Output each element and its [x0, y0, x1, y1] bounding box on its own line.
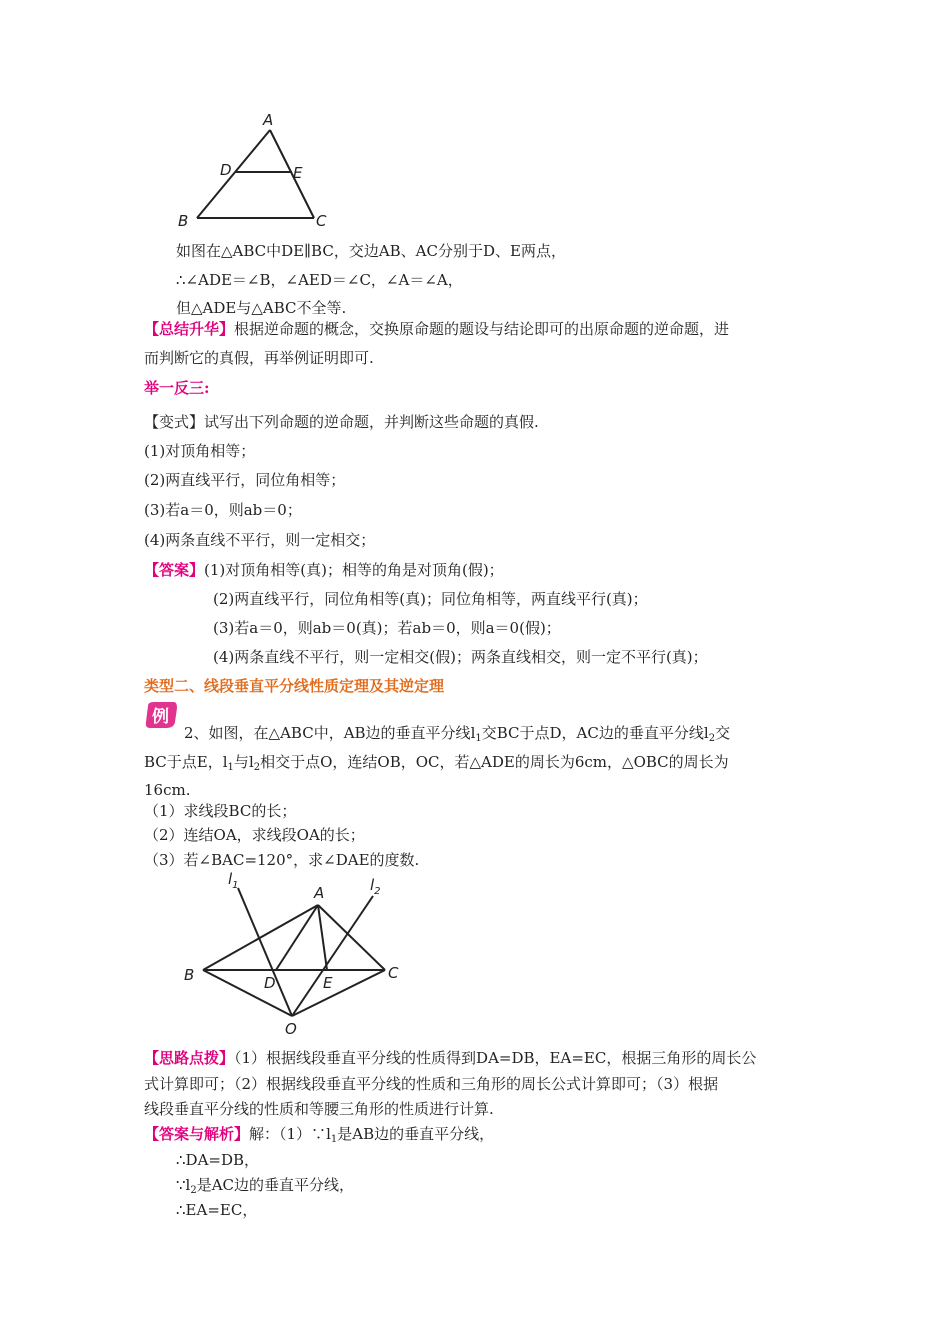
variant-line [144, 412, 539, 432]
example2-text-f: 相交于点O，连结OB，OC，若△ADE的周长为6cm，△OBC的周长为 [260, 753, 729, 771]
hint-line-1 [144, 1048, 756, 1068]
solution-step-2-rest: 是AC边的垂直平分线， [196, 1176, 355, 1194]
solution-step-2 [176, 1175, 354, 1195]
variant-item-3: (3)若a＝0，则ab＝0； [144, 501, 302, 519]
solution-step-3: ∴EA=EC， [176, 1201, 258, 1219]
example2-text-b: 交BC于点D，AC边的垂直平分线 [481, 724, 704, 742]
example2-l2-b: l [248, 753, 254, 771]
answer-item-2: (2)两直线平行，同位角相等(真)；同位角相等，两直线平行(真)； [213, 590, 648, 608]
label-e2: E [323, 974, 333, 992]
label-b2: B [184, 966, 195, 984]
example-badge [144, 700, 178, 730]
summary-tag: 【总结升华】 [144, 320, 235, 338]
hint-line-2: 式计算即可；（2）根据线段垂直平分线的性质和三角形的周长公式计算即可；（3）根据 [144, 1075, 719, 1093]
figure-perpendicular-bisectors [180, 868, 405, 1040]
answer-item-1: (1)对顶角相等(真)；相等的角是对顶角(假)； [204, 561, 504, 579]
example2-line-1 [184, 723, 730, 743]
example-badge-text: 例 [152, 707, 169, 727]
label-d: D [220, 161, 232, 179]
answer-item-3: (3)若a＝0，则ab＝0(真)；若ab＝0，则a＝0(假)； [213, 619, 561, 637]
example2-text-d: BC于点E， [144, 753, 223, 771]
summary-text-1: 根据逆命题的概念，交换原命题的题设与结论即可的出原命题的逆命题，进 [234, 320, 730, 338]
example2-question-1: （1）求线段BC的长； [144, 802, 297, 820]
summary-line-1 [144, 319, 729, 339]
solution-tag: 【答案与解析】 [144, 1125, 250, 1143]
solution-intro: 解：（1）∵ [249, 1125, 327, 1143]
answer-item-4: (4)两条直线不平行，则一定相交(假)；两条直线相交，则一定不平行(真)； [213, 648, 708, 666]
proof-line-1: 如图在△ABC中DE∥BC，交边AB、AC分别于D、E两点， [176, 242, 566, 260]
example2-l1-sub-b: 1 [227, 762, 234, 773]
line-l2 [292, 896, 373, 1016]
label-a: A [263, 111, 274, 129]
example2-l2: l [703, 724, 709, 742]
summary-line-2: 而判断它的真假，再举例证明即可. [144, 349, 374, 367]
solution-line-1 [144, 1124, 494, 1144]
label-l2: $l_2$ [370, 876, 381, 897]
example2-line-3: 16cm. [144, 781, 191, 799]
segment-ac [270, 130, 314, 218]
label-b: B [178, 212, 189, 230]
example2-text-a: 2、如图，在△ABC中，AB边的垂直平分线 [184, 724, 471, 742]
solution-l1-sub: 1 [330, 1134, 338, 1145]
solution-rest: 是AB边的垂直平分线， [337, 1125, 495, 1143]
figure-triangle-de-parallel-bc [170, 108, 340, 233]
example2-text-c: 交 [715, 724, 731, 742]
segment-ab2 [203, 905, 318, 970]
practice-heading: 举一反三: [144, 379, 210, 397]
type2-heading: 类型二、线段垂直平分线性质定理及其逆定理 [144, 677, 445, 695]
hint-line-3: 线段垂直平分线的性质和等腰三角形的性质进行计算. [144, 1100, 494, 1118]
solution-l1: l [326, 1125, 331, 1143]
proof-line-2: ∴∠ADE＝∠B，∠AED＝∠C，∠A＝∠A， [176, 271, 463, 289]
line-l1 [238, 888, 292, 1016]
label-d2: D [264, 974, 276, 992]
label-o2: O [285, 1020, 297, 1038]
example2-question-2: （2）连结OA，求线段OA的长； [144, 826, 365, 844]
segment-ob [203, 970, 292, 1016]
proof-line-3: 但△ADE与△ABC不全等. [176, 299, 347, 317]
example2-l2-sub: 2 [708, 733, 716, 744]
label-c: C [316, 212, 327, 230]
segment-ad [276, 905, 318, 970]
hint-text-1: （1）根据线段垂直平分线的性质得到DA=DB，EA=EC，根据三角形的周长公 [234, 1049, 757, 1067]
label-a2: A [314, 884, 325, 902]
segment-ac2 [318, 905, 385, 970]
variant-item-1: (1)对顶角相等； [144, 442, 256, 460]
solution-step-2-sub: 2 [190, 1185, 197, 1196]
example2-l1-b: l [222, 753, 228, 771]
variant-item-2: (2)两直线平行，同位角相等； [144, 471, 346, 489]
example2-text-e: 与 [233, 753, 249, 771]
label-e: E [293, 164, 303, 182]
segment-oc [292, 970, 385, 1016]
variant-tag: 【变式】 [144, 413, 205, 431]
answer-line-1 [144, 560, 504, 580]
variant-text: 试写出下列命题的逆命题，并判断这些命题的真假. [204, 413, 539, 431]
label-l1: $l_1$ [228, 870, 239, 891]
segment-ae [318, 905, 327, 970]
variant-item-4: (4)两条直线不平行，则一定相交； [144, 531, 376, 549]
example2-l2-sub-b: 2 [253, 762, 261, 773]
segment-ab [197, 130, 270, 218]
example2-l1-sub: 1 [475, 733, 482, 744]
label-c2: C [388, 964, 399, 982]
hint-tag: 【思路点拨】 [144, 1049, 235, 1067]
example2-l1: l [470, 724, 476, 742]
answer-tag: 【答案】 [144, 561, 205, 579]
solution-step-2-l: ∵l [176, 1176, 191, 1194]
solution-step-1: ∴DA=DB， [176, 1151, 260, 1169]
example2-line-2 [144, 752, 729, 772]
example2-question-3: （3）若∠BAC=120°，求∠DAE的度数. [144, 851, 420, 869]
